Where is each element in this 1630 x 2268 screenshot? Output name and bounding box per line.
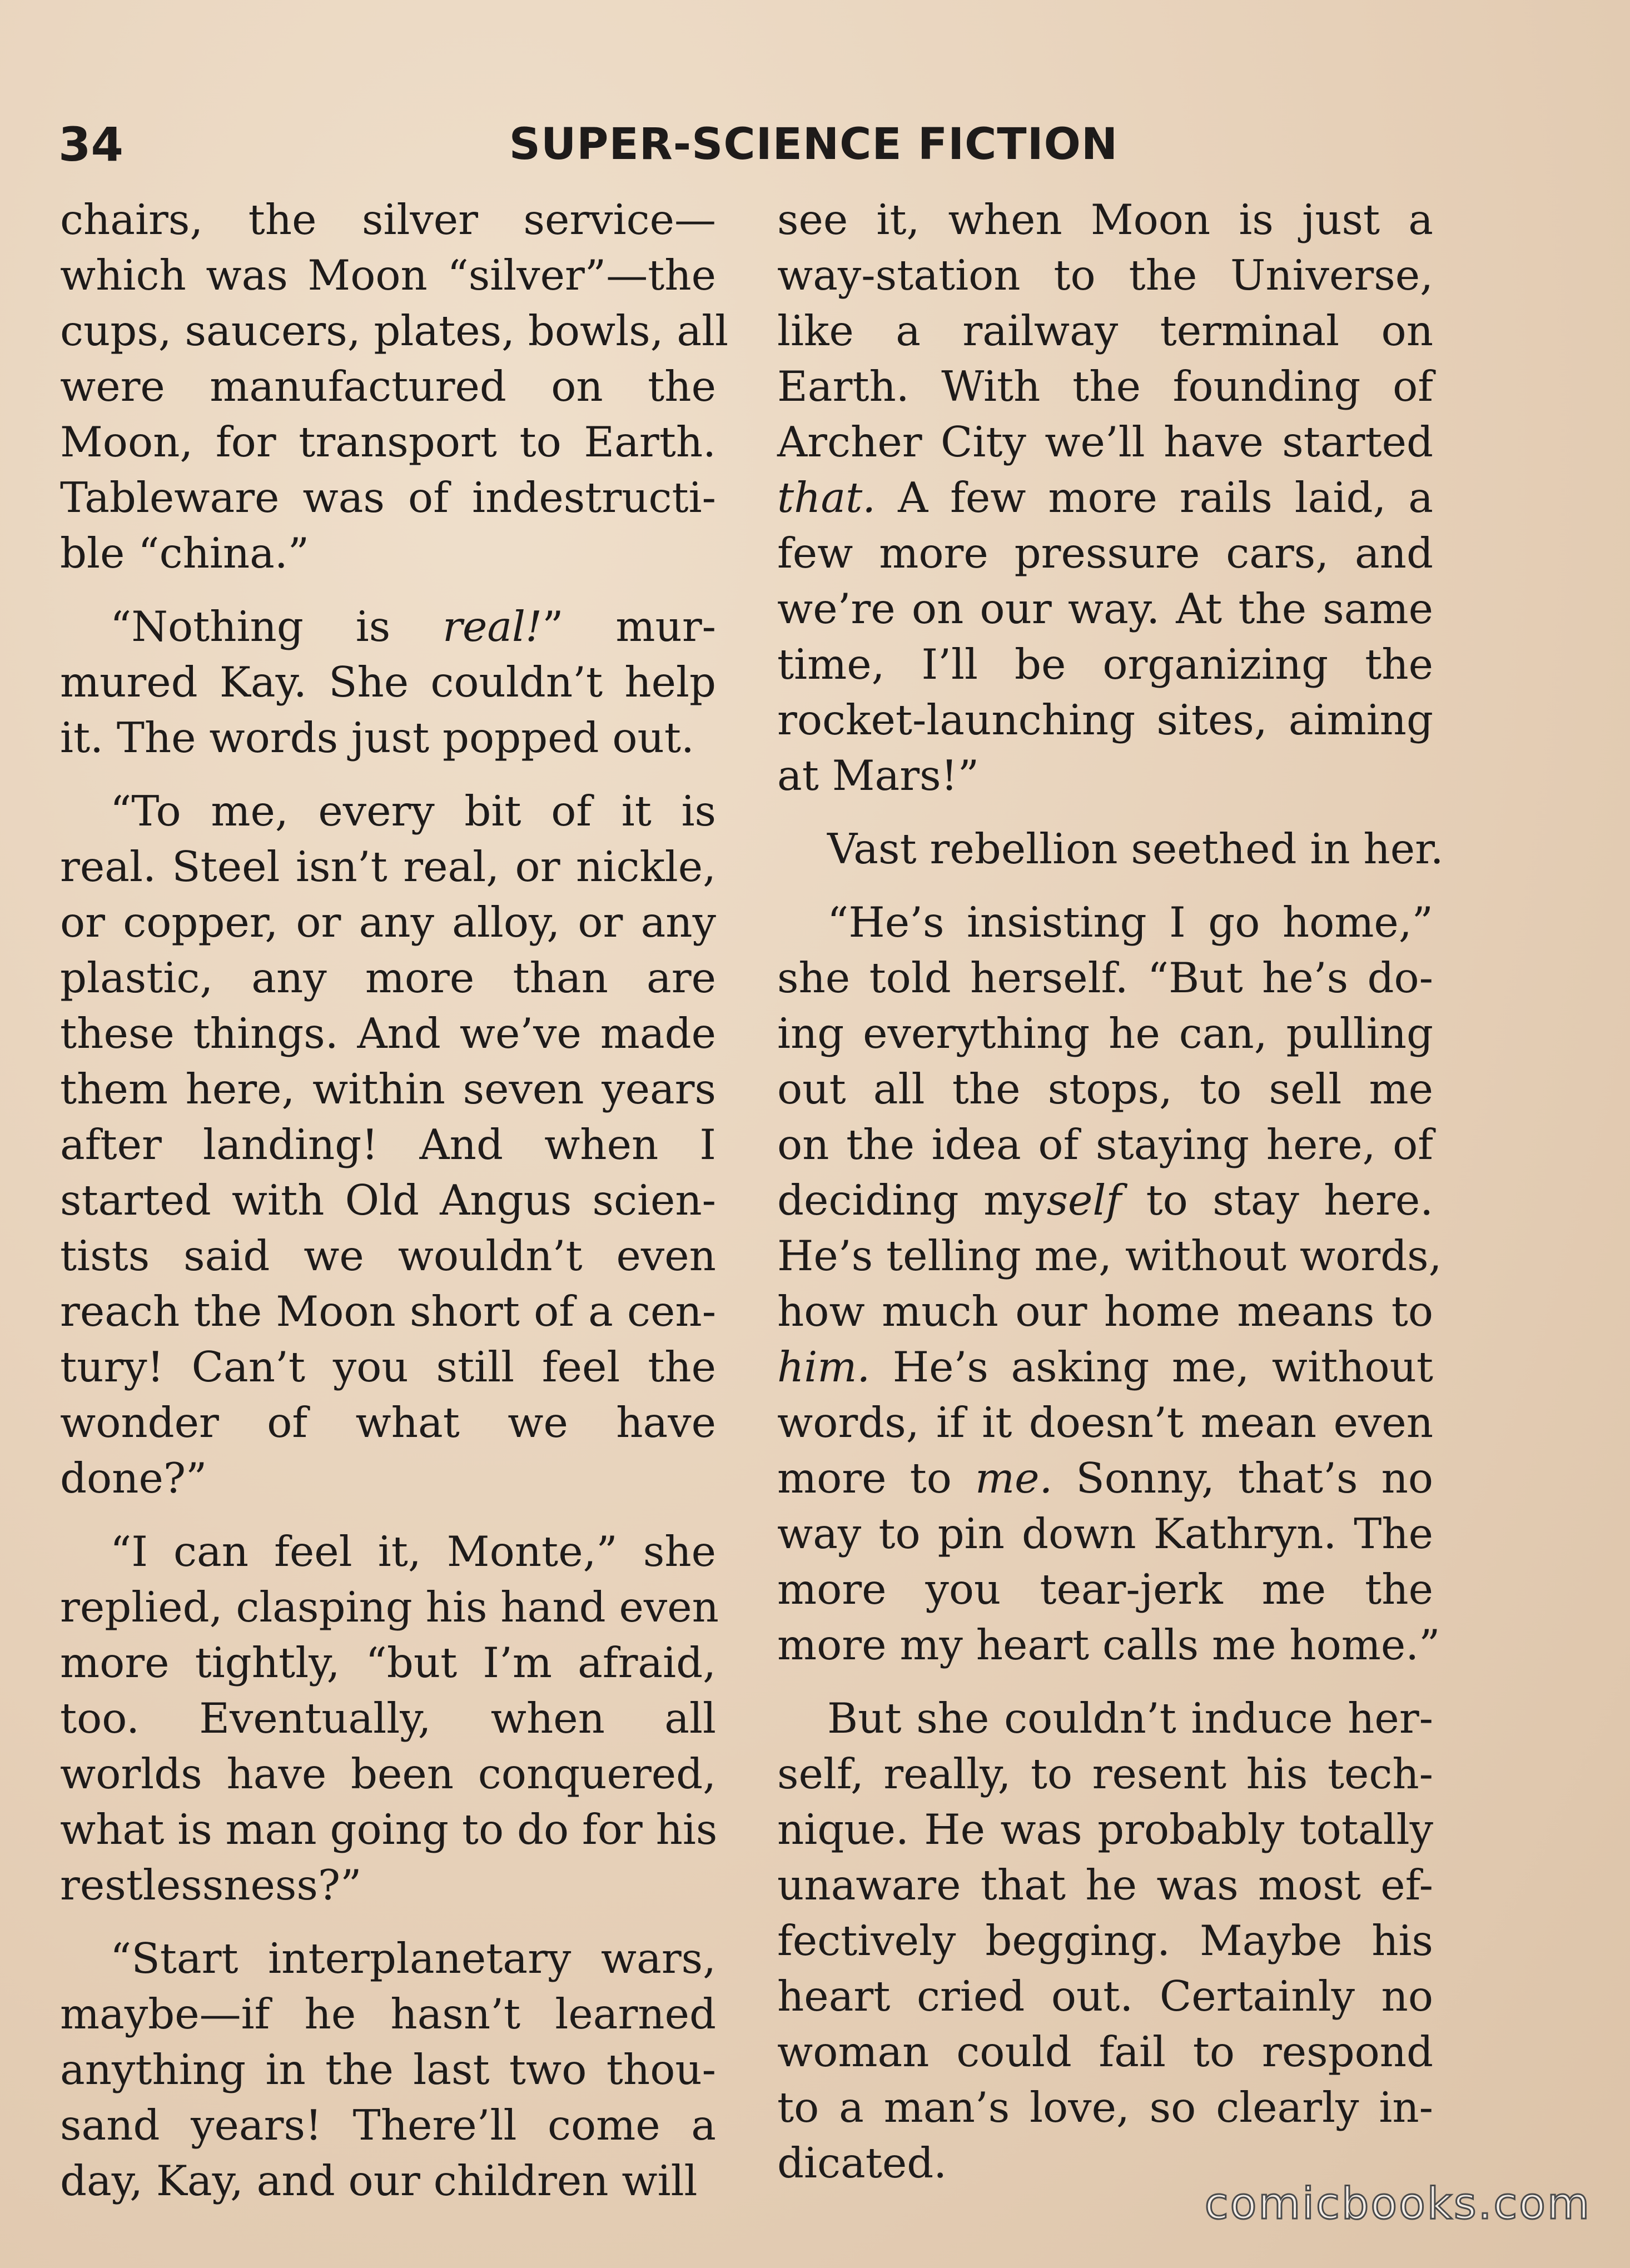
text-line: time, I’ll be organizing the bbox=[777, 640, 1434, 689]
text-line: them here, within seven years bbox=[60, 1065, 717, 1113]
text-line: like a railway terminal on bbox=[777, 306, 1434, 355]
text-line: ble “china.” bbox=[60, 529, 310, 578]
text-line: worlds have been conquered, bbox=[60, 1749, 717, 1798]
text-line: these things. And we’ve made bbox=[60, 1009, 716, 1058]
text-line: But she couldn’t induce her- bbox=[827, 1694, 1434, 1743]
text-line: ing everything he can, pulling bbox=[777, 1009, 1434, 1058]
text-line: He’s telling me, without words, bbox=[777, 1231, 1442, 1280]
paragraph-gap bbox=[777, 803, 1433, 821]
text-line: started with Old Angus scien- bbox=[60, 1176, 717, 1225]
text-line: which was Moon “silver”—the bbox=[60, 251, 717, 300]
page-header bbox=[58, 114, 1569, 175]
paragraph bbox=[60, 783, 716, 1506]
text-line: “I can feel it, Monte,” she bbox=[110, 1527, 717, 1576]
text-line: chairs, the silver service— bbox=[60, 195, 716, 244]
paragraph bbox=[777, 1690, 1433, 2191]
text-line: day, Kay, and our children will bbox=[60, 2156, 698, 2205]
text-line: too. Eventually, when all bbox=[60, 1694, 716, 1743]
text-line: “Start interplanetary wars, bbox=[110, 1934, 717, 1983]
text-line: tury! Can’t you still feel the bbox=[60, 1342, 717, 1391]
text-line: real. Steel isn’t real, or nickle, bbox=[60, 842, 716, 891]
paragraph bbox=[777, 821, 1444, 877]
text-line: unaware that he was most ef- bbox=[777, 1861, 1433, 1909]
paragraph-gap bbox=[60, 1913, 716, 1931]
text-line: way-station to the Universe, bbox=[777, 251, 1433, 300]
text-line: him. He’s asking me, without bbox=[777, 1342, 1434, 1391]
text-line: to a man’s love, so clearly in- bbox=[777, 2083, 1433, 2132]
text-line: self, really, to resent his tech- bbox=[777, 1749, 1433, 1798]
text-line: way to pin down Kathryn. The bbox=[777, 1509, 1434, 1558]
paragraph bbox=[60, 1524, 719, 1913]
text-line: tists said we wouldn’t even bbox=[60, 1231, 716, 1280]
paragraph-gap bbox=[60, 581, 716, 599]
text-line: on the idea of staying here, of bbox=[777, 1120, 1434, 1169]
text-line: deciding myself to stay here. bbox=[777, 1176, 1434, 1225]
text-line: wonder of what we have bbox=[60, 1398, 716, 1447]
text-line: see it, when Moon is just a bbox=[777, 195, 1433, 244]
text-line: we’re on our way. At the same bbox=[777, 584, 1433, 633]
text-line: it. The words just popped out. bbox=[60, 713, 694, 762]
text-line: rocket-launching sites, aiming bbox=[777, 695, 1433, 744]
text-line: Moon, for transport to Earth. bbox=[60, 417, 717, 466]
paragraph bbox=[60, 192, 729, 581]
text-line: she told herself. “But he’s do- bbox=[777, 953, 1433, 1002]
paragraph-gap bbox=[777, 877, 1433, 894]
text-line: more to me. Sonny, that’s no bbox=[777, 1454, 1434, 1503]
paragraph bbox=[777, 894, 1442, 1673]
paragraph bbox=[777, 192, 1433, 803]
text-line: Tableware was of indestructi- bbox=[60, 473, 717, 522]
running-title: SUPER-SCIENCE FICTION bbox=[509, 120, 1119, 170]
text-line: sand years! There’ll come a bbox=[60, 2101, 717, 2150]
text-line: heart cried out. Certainly no bbox=[777, 1972, 1433, 2021]
paragraph-gap bbox=[60, 765, 716, 783]
text-line: or copper, or any alloy, or any bbox=[60, 898, 716, 947]
text-line: that. A few more rails laid, a bbox=[777, 473, 1433, 522]
watermark: comicbooks.com bbox=[1204, 2179, 1591, 2229]
text-line: done?” bbox=[60, 1454, 207, 1503]
text-line: out all the stops, to sell me bbox=[777, 1065, 1434, 1113]
text-line: restlessness?” bbox=[60, 1861, 362, 1909]
paragraph bbox=[60, 1931, 716, 2209]
text-line: anything in the last two thou- bbox=[60, 2045, 716, 2094]
text-line: what is man going to do for his bbox=[60, 1805, 718, 1854]
text-column-right bbox=[777, 192, 1444, 2191]
text-line: at Mars!” bbox=[777, 751, 980, 800]
text-line: after landing! And when I bbox=[60, 1120, 717, 1169]
text-line: more my heart calls me home.” bbox=[777, 1620, 1440, 1669]
text-line: more tightly, “but I’m afraid, bbox=[60, 1638, 716, 1687]
paragraph-gap bbox=[60, 1506, 716, 1524]
text-column-left bbox=[60, 192, 729, 2209]
text-line: fectively begging. Maybe his bbox=[777, 1916, 1434, 1965]
text-line: Archer City we’ll have started bbox=[777, 417, 1433, 466]
text-line: few more pressure cars, and bbox=[777, 529, 1433, 578]
text-line: plastic, any more than are bbox=[60, 953, 716, 1002]
text-line: cups, saucers, plates, bowls, all bbox=[60, 306, 729, 355]
text-line: “Nothing is real!” mur- bbox=[110, 602, 717, 651]
text-line: mured Kay. She couldn’t help bbox=[60, 658, 716, 707]
paragraph-gap bbox=[777, 1673, 1433, 1690]
text-line: words, if it doesn’t mean even bbox=[777, 1398, 1434, 1447]
text-line: Vast rebellion seethed in her. bbox=[827, 824, 1444, 873]
text-line: Earth. With the founding of bbox=[777, 362, 1434, 411]
text-line: woman could fail to respond bbox=[777, 2027, 1434, 2076]
text-line: “He’s insisting I go home,” bbox=[827, 898, 1434, 947]
text-line: more you tear-jerk me the bbox=[777, 1565, 1433, 1614]
text-line: nique. He was probably totally bbox=[777, 1805, 1434, 1854]
page-number: 34 bbox=[58, 117, 123, 172]
text-line: dicated. bbox=[777, 2138, 947, 2187]
text-line: were manufactured on the bbox=[60, 362, 716, 411]
text-line: how much our home means to bbox=[777, 1287, 1434, 1336]
text-line: “To me, every bit of it is bbox=[110, 787, 717, 835]
paragraph bbox=[60, 599, 716, 765]
text-line: replied, clasping his hand even bbox=[60, 1583, 719, 1632]
text-line: maybe—if he hasn’t learned bbox=[60, 1990, 716, 2038]
text-line: reach the Moon short of a cen- bbox=[60, 1287, 717, 1336]
